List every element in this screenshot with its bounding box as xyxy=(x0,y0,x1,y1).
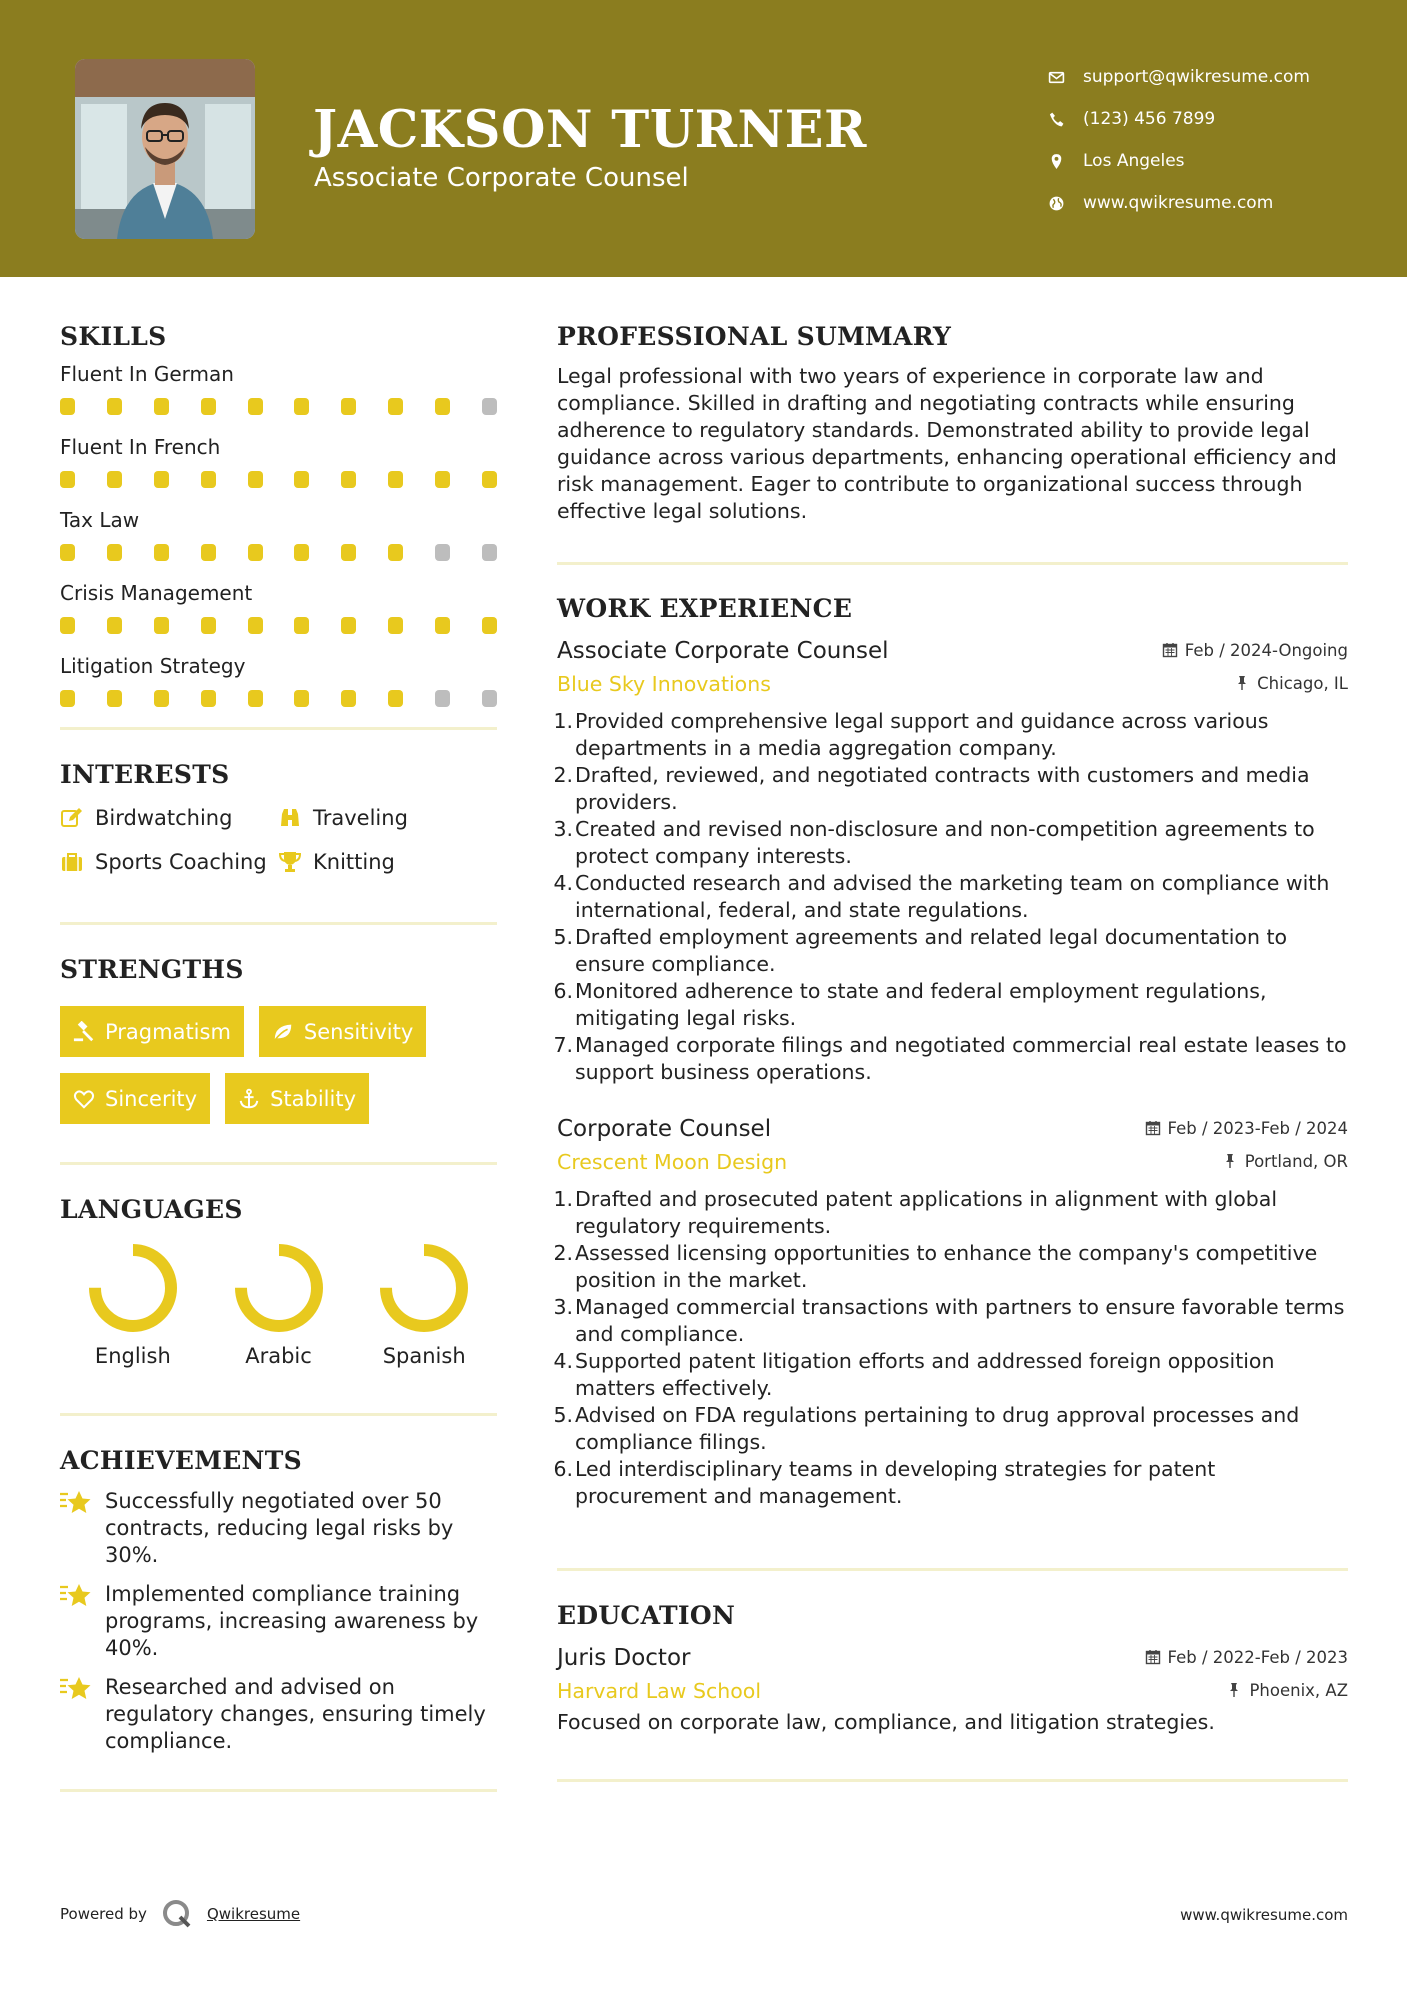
rating-dot xyxy=(388,471,403,488)
interest-item xyxy=(60,848,278,876)
rating-dot xyxy=(60,471,75,488)
rating-dot xyxy=(154,544,169,561)
footer-powered-by xyxy=(60,1898,300,1930)
duty-text: Created and revised non-disclosure and non-competition agreements to protect company interests. xyxy=(575,817,1315,868)
rating-dot xyxy=(107,398,122,415)
left-column xyxy=(60,322,497,1792)
achievement-text: Successfully negotiated over 50 contracts, reducing legal risks by 30%. xyxy=(105,1489,454,1567)
summary-title: PROFESSIONAL SUMMARY xyxy=(557,322,952,351)
rating-dot xyxy=(154,398,169,415)
right-column xyxy=(553,322,1348,1782)
education-section xyxy=(557,1601,1348,1736)
edit-icon xyxy=(60,806,84,830)
rating-dot xyxy=(201,471,216,488)
duty-number: 6. xyxy=(553,1457,573,1481)
trophy-icon xyxy=(278,850,302,874)
education-dates xyxy=(1145,1648,1348,1667)
contact-phone[interactable] xyxy=(1048,98,1310,140)
interest-label: Sports Coaching xyxy=(95,850,267,874)
rating-dot xyxy=(435,544,450,561)
experience-title: WORK EXPERIENCE xyxy=(557,594,853,623)
skill-rating xyxy=(60,471,497,488)
job-location-text: Chicago, IL xyxy=(1257,673,1348,693)
envelope-icon xyxy=(1048,69,1065,86)
achievement-text: Implemented compliance training programs, increasing awareness by 40%. xyxy=(105,1582,479,1660)
pushpin-icon xyxy=(1222,1153,1238,1169)
skill-item xyxy=(60,433,497,488)
rating-dot xyxy=(482,544,497,561)
rating-dot xyxy=(482,471,497,488)
duty-text: Drafted, reviewed, and negotiated contracts with customers and media providers. xyxy=(575,763,1310,814)
duty-item xyxy=(553,1032,1348,1086)
rating-dot xyxy=(154,690,169,707)
heart-icon xyxy=(73,1088,95,1110)
strength-label: Sincerity xyxy=(105,1086,198,1111)
profile-photo xyxy=(75,59,255,239)
contact-location xyxy=(1048,140,1310,182)
languages-section xyxy=(60,1195,497,1368)
languages-title: LANGUAGES xyxy=(60,1195,243,1224)
language-item xyxy=(206,1242,352,1368)
skill-name: Fluent In German xyxy=(60,362,234,386)
achievement-item xyxy=(60,1674,497,1755)
strength-label: Pragmatism xyxy=(105,1019,231,1044)
language-progress-arc xyxy=(241,1250,317,1326)
duty-item xyxy=(553,762,1348,816)
education-school: Harvard Law School xyxy=(557,1679,762,1703)
duty-number: 3. xyxy=(553,817,573,841)
strength-label: Sensitivity xyxy=(303,1019,414,1044)
rating-dot xyxy=(341,690,356,707)
duty-item xyxy=(553,1240,1348,1294)
rating-dot xyxy=(107,544,122,561)
contact-email[interactable] xyxy=(1048,56,1310,98)
job-title: Associate Corporate Counsel xyxy=(557,638,889,664)
education-location-text: Phoenix, AZ xyxy=(1249,1680,1348,1700)
interests-title: INTERESTS xyxy=(60,760,230,789)
rating-dot xyxy=(435,398,450,415)
language-name: English xyxy=(94,1344,171,1368)
rating-dot xyxy=(248,690,263,707)
achievements-section xyxy=(60,1446,497,1755)
divider xyxy=(557,562,1348,565)
binoculars-icon xyxy=(278,806,302,830)
skill-rating xyxy=(60,398,497,415)
job-entry xyxy=(553,638,1348,1086)
experience-section xyxy=(553,594,1348,1510)
rating-dot xyxy=(248,617,263,634)
resume-header xyxy=(0,0,1407,277)
rating-dot xyxy=(107,617,122,634)
education-dates-text: Feb / 2022-Feb / 2023 xyxy=(1167,1647,1348,1667)
divider xyxy=(60,1789,497,1792)
interest-label: Traveling xyxy=(313,806,408,830)
star-icon xyxy=(60,1488,92,1518)
rating-dot xyxy=(482,398,497,415)
candidate-role: Associate Corporate Counsel xyxy=(314,163,689,193)
rating-dot xyxy=(107,690,122,707)
interest-label: Knitting xyxy=(313,850,395,874)
job-dates-text: Feb / 2023-Feb / 2024 xyxy=(1167,1118,1348,1138)
interest-item xyxy=(278,848,496,876)
rating-dot xyxy=(201,690,216,707)
strength-tag xyxy=(60,1073,210,1124)
achievement-text: Researched and advised on regulatory changes, ensuring timely compliance. xyxy=(105,1675,486,1753)
divider xyxy=(60,1413,497,1416)
summary-text: Legal professional with two years of experience in corporate law and compliance. Skilled in drafting and negotiating contracts while ensuring adherence to regulatory standards. Demonstrated ability to provide legal guidance across various departments, enhancing operational efficiency and risk management. Eager to contribute to organizational success through effective legal solutions. xyxy=(557,364,1337,523)
duty-number: 2. xyxy=(553,763,573,787)
rating-dot xyxy=(388,544,403,561)
language-item xyxy=(60,1242,206,1368)
contact-list xyxy=(1048,56,1310,224)
achievement-item xyxy=(60,1581,497,1662)
job-dates xyxy=(1145,1119,1348,1138)
duty-item xyxy=(553,708,1348,762)
rating-dot xyxy=(248,471,263,488)
duty-number: 3. xyxy=(553,1295,573,1319)
rating-dot xyxy=(154,617,169,634)
language-name: Spanish xyxy=(382,1344,466,1368)
job-company: Crescent Moon Design xyxy=(557,1150,788,1174)
duty-text: Advised on FDA regulations pertaining to drug approval processes and compliance filings. xyxy=(575,1403,1300,1454)
summary-section xyxy=(557,322,1348,525)
job-location-text: Portland, OR xyxy=(1244,1151,1348,1171)
achievement-item xyxy=(60,1488,497,1569)
contact-phone-text: (123) 456 7899 xyxy=(1083,109,1216,129)
skill-name: Tax Law xyxy=(60,508,140,532)
duty-text: Drafted employment agreements and related legal documentation to ensure compliance. xyxy=(575,925,1288,976)
skill-item xyxy=(60,652,497,707)
duty-text: Monitored adherence to state and federal employment regulations, mitigating legal risks. xyxy=(575,979,1267,1030)
education-title: EDUCATION xyxy=(557,1601,736,1630)
skill-item xyxy=(60,506,497,561)
qwikresume-link[interactable]: Qwikresume xyxy=(206,1905,301,1923)
skill-rating xyxy=(60,617,497,634)
globe-icon xyxy=(1048,195,1065,212)
rating-dot xyxy=(294,617,309,634)
job-dates-text: Feb / 2024-Ongoing xyxy=(1184,640,1348,660)
contact-website-text: www.qwikresume.com xyxy=(1083,193,1274,213)
education-description: Focused on corporate law, compliance, and litigation strategies. xyxy=(557,1710,1215,1734)
duty-item xyxy=(553,1294,1348,1348)
language-progress-ring xyxy=(233,1242,325,1334)
duty-text: Managed corporate filings and negotiated commercial real estate leases to support business operations. xyxy=(575,1033,1347,1084)
duty-text: Assessed licensing opportunities to enhance the company's competitive position in the market. xyxy=(575,1241,1318,1292)
language-progress-ring xyxy=(378,1242,470,1334)
duty-item xyxy=(553,978,1348,1032)
skill-name: Litigation Strategy xyxy=(60,654,246,678)
rating-dot xyxy=(482,690,497,707)
achievements-title: ACHIEVEMENTS xyxy=(60,1446,302,1475)
rating-dot xyxy=(388,690,403,707)
rating-dot xyxy=(341,544,356,561)
rating-dot xyxy=(201,398,216,415)
pushpin-icon xyxy=(1226,1682,1242,1698)
strengths-title: STRENGTHS xyxy=(60,955,244,984)
rating-dot xyxy=(248,398,263,415)
duty-number: 5. xyxy=(553,1403,573,1427)
duty-text: Led interdisciplinary teams in developing strategies for patent procurement and management. xyxy=(575,1457,1216,1508)
duty-text: Supported patent litigation efforts and addressed foreign opposition matters effectively. xyxy=(575,1349,1275,1400)
rating-dot xyxy=(60,690,75,707)
rating-dot xyxy=(60,617,75,634)
job-location xyxy=(1234,674,1348,693)
rating-dot xyxy=(201,617,216,634)
job-company: Blue Sky Innovations xyxy=(557,672,771,696)
rating-dot xyxy=(60,544,75,561)
education-degree: Juris Doctor xyxy=(557,1645,691,1671)
divider xyxy=(557,1779,1348,1782)
contact-email-text: support@qwikresume.com xyxy=(1083,67,1310,87)
star-icon xyxy=(60,1581,92,1611)
calendar-icon xyxy=(1162,642,1178,658)
interests-section xyxy=(60,760,497,876)
strength-tag xyxy=(259,1006,426,1057)
powered-by-text: Powered by xyxy=(60,1905,147,1923)
language-progress-ring xyxy=(87,1242,179,1334)
strength-tag xyxy=(225,1073,369,1124)
footer-website[interactable]: www.qwikresume.com xyxy=(1180,1906,1348,1924)
pushpin-icon xyxy=(1234,675,1250,691)
rating-dot xyxy=(341,398,356,415)
rating-dot xyxy=(294,544,309,561)
map-pin-icon xyxy=(1048,153,1065,170)
duty-item xyxy=(553,1456,1348,1510)
duty-number: 6. xyxy=(553,979,573,1003)
rating-dot xyxy=(294,471,309,488)
duty-text: Drafted and prosecuted patent applications in alignment with global regulatory requirements. xyxy=(575,1187,1278,1238)
qwikresume-logo-icon xyxy=(161,1898,193,1930)
rating-dot xyxy=(248,544,263,561)
contact-location-text: Los Angeles xyxy=(1083,151,1185,171)
skill-name: Crisis Management xyxy=(60,581,253,605)
duty-item xyxy=(553,1186,1348,1240)
skills-title: SKILLS xyxy=(60,322,167,351)
candidate-name: JACKSON TURNER xyxy=(313,100,867,160)
duty-text: Conducted research and advised the marketing team on compliance with international, federal, and state regulations. xyxy=(575,871,1330,922)
rating-dot xyxy=(294,398,309,415)
job-location xyxy=(1222,1152,1348,1171)
duty-item xyxy=(553,924,1348,978)
anchor-icon xyxy=(238,1088,260,1110)
strength-label: Stability xyxy=(270,1086,357,1111)
strength-tag xyxy=(60,1006,244,1057)
language-name: Arabic xyxy=(245,1344,312,1368)
interest-item xyxy=(60,804,278,832)
duty-item xyxy=(553,1348,1348,1402)
language-item xyxy=(351,1242,497,1368)
job-duties xyxy=(553,708,1348,1086)
duty-number: 1. xyxy=(553,709,573,733)
rating-dot xyxy=(435,617,450,634)
duty-number: 1. xyxy=(553,1187,573,1211)
interest-item xyxy=(278,804,496,832)
divider xyxy=(60,727,497,730)
duty-text: Provided comprehensive legal support and guidance across various departments in a media aggregation company. xyxy=(575,709,1269,760)
divider xyxy=(60,922,497,925)
calendar-icon xyxy=(1145,1120,1161,1136)
skills-section xyxy=(60,322,497,707)
strengths-section xyxy=(60,955,497,1124)
duty-number: 4. xyxy=(553,871,573,895)
duty-number: 7. xyxy=(553,1033,573,1057)
rating-dot xyxy=(341,471,356,488)
duty-number: 5. xyxy=(553,925,573,949)
interest-label: Birdwatching xyxy=(95,806,233,830)
rating-dot xyxy=(107,471,122,488)
rating-dot xyxy=(482,617,497,634)
job-title: Corporate Counsel xyxy=(557,1116,772,1142)
duty-item xyxy=(553,816,1348,870)
skill-item xyxy=(60,579,497,634)
job-entry xyxy=(553,1116,1348,1510)
duty-item xyxy=(553,1402,1348,1456)
rating-dot xyxy=(60,398,75,415)
duty-number: 4. xyxy=(553,1349,573,1373)
rating-dot xyxy=(201,544,216,561)
gavel-icon xyxy=(73,1021,95,1043)
duty-item xyxy=(553,870,1348,924)
skill-name: Fluent In French xyxy=(60,435,221,459)
skill-rating xyxy=(60,690,497,707)
divider xyxy=(557,1568,1348,1571)
briefcase-icon xyxy=(60,850,84,874)
rating-dot xyxy=(341,617,356,634)
rating-dot xyxy=(435,690,450,707)
duty-number: 2. xyxy=(553,1241,573,1265)
phone-icon xyxy=(1048,111,1065,128)
education-location xyxy=(1226,1681,1348,1700)
star-icon xyxy=(60,1674,92,1704)
rating-dot xyxy=(294,690,309,707)
duty-text: Managed commercial transactions with partners to ensure favorable terms and compliance. xyxy=(575,1295,1345,1346)
rating-dot xyxy=(154,471,169,488)
job-duties xyxy=(553,1186,1348,1510)
divider xyxy=(60,1162,497,1165)
language-progress-arc xyxy=(386,1250,462,1326)
calendar-icon xyxy=(1145,1649,1161,1665)
rating-dot xyxy=(388,398,403,415)
job-dates xyxy=(1162,641,1348,660)
language-progress-arc xyxy=(95,1250,171,1326)
skill-item xyxy=(60,360,497,415)
rating-dot xyxy=(388,617,403,634)
contact-website[interactable] xyxy=(1048,182,1310,224)
leaf-icon xyxy=(272,1021,294,1043)
skill-rating xyxy=(60,544,497,561)
rating-dot xyxy=(435,471,450,488)
